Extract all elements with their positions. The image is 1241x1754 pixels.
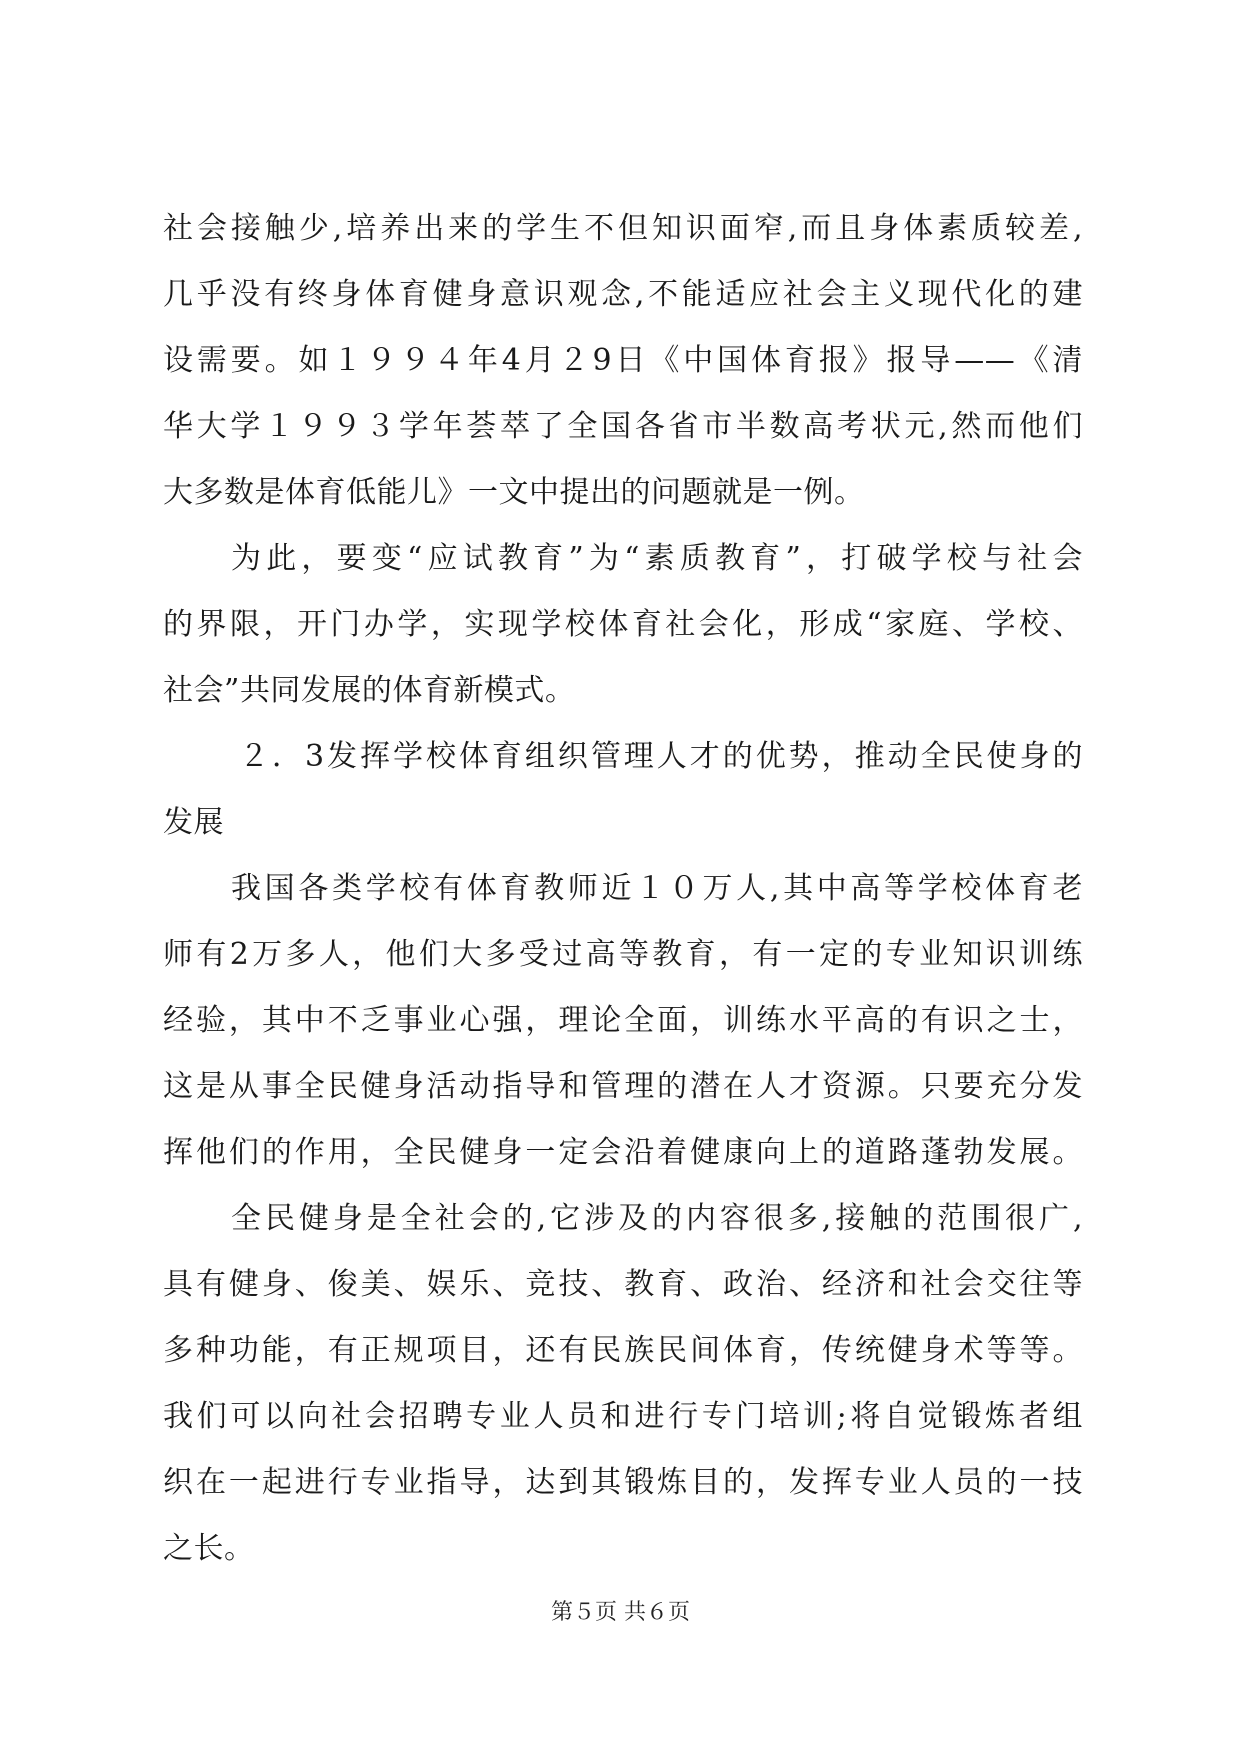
text-line: 我们可以向社会招聘专业人员和进行专门培训;将自觉锻炼者组 <box>163 1399 1083 1434</box>
text-line: 社会接触少,培养出来的学生不但知识面窄,而且身体素质较差, <box>163 211 1083 246</box>
section-heading-line: ２．3发挥学校体育组织管理人才的优势，推动全民使身的 <box>239 739 1083 774</box>
page-number-footer: 第５页 共６页 <box>551 1600 690 1625</box>
text-line: 大多数是体育低能儿》一文中提出的问题就是一例。 <box>163 475 865 510</box>
text-line: 的界限，开门办学，实现学校体育社会化，形成“家庭、学校、 <box>163 607 1083 642</box>
text-line: 社会”共同发展的体育新模式。 <box>163 673 576 708</box>
text-line: 之长。 <box>163 1531 255 1566</box>
text-line: 挥他们的作用，全民健身一定会沿着健康向上的道路蓬勃发展。 <box>163 1135 1083 1170</box>
text-line: 为此，要变“应试教育”为“素质教育”，打破学校与社会 <box>231 541 1083 576</box>
text-line: 具有健身、俊美、娱乐、竞技、教育、政治、经济和社会交往等 <box>163 1267 1083 1302</box>
document-body <box>163 196 1083 1582</box>
section-heading-line: 发展 <box>163 805 224 840</box>
text-line: 全民健身是全社会的,它涉及的内容很多,接触的范围很广, <box>231 1201 1083 1236</box>
text-line: 经验，其中不乏事业心强，理论全面，训练水平高的有识之士， <box>163 1003 1083 1038</box>
text-line: 师有2万多人，他们大多受过高等教育，有一定的专业知识训练 <box>163 937 1083 972</box>
text-line: 设需要。如１９９４年4月２9日《中国体育报》报导——《清 <box>163 343 1083 378</box>
text-line: 多种功能，有正规项目，还有民族民间体育，传统健身术等等。 <box>163 1333 1083 1368</box>
text-line: 织在一起进行专业指导，达到其锻炼目的，发挥专业人员的一技 <box>163 1465 1083 1500</box>
text-line: 我国各类学校有体育教师近１０万人,其中高等学校体育老 <box>231 871 1083 906</box>
text-line: 这是从事全民健身活动指导和管理的潜在人才资源。只要充分发 <box>163 1069 1083 1104</box>
text-line: 华大学１９９３学年荟萃了全国各省市半数高考状元,然而他们 <box>163 409 1083 444</box>
text-line: 几乎没有终身体育健身意识观念,不能适应社会主义现代化的建 <box>163 277 1083 312</box>
